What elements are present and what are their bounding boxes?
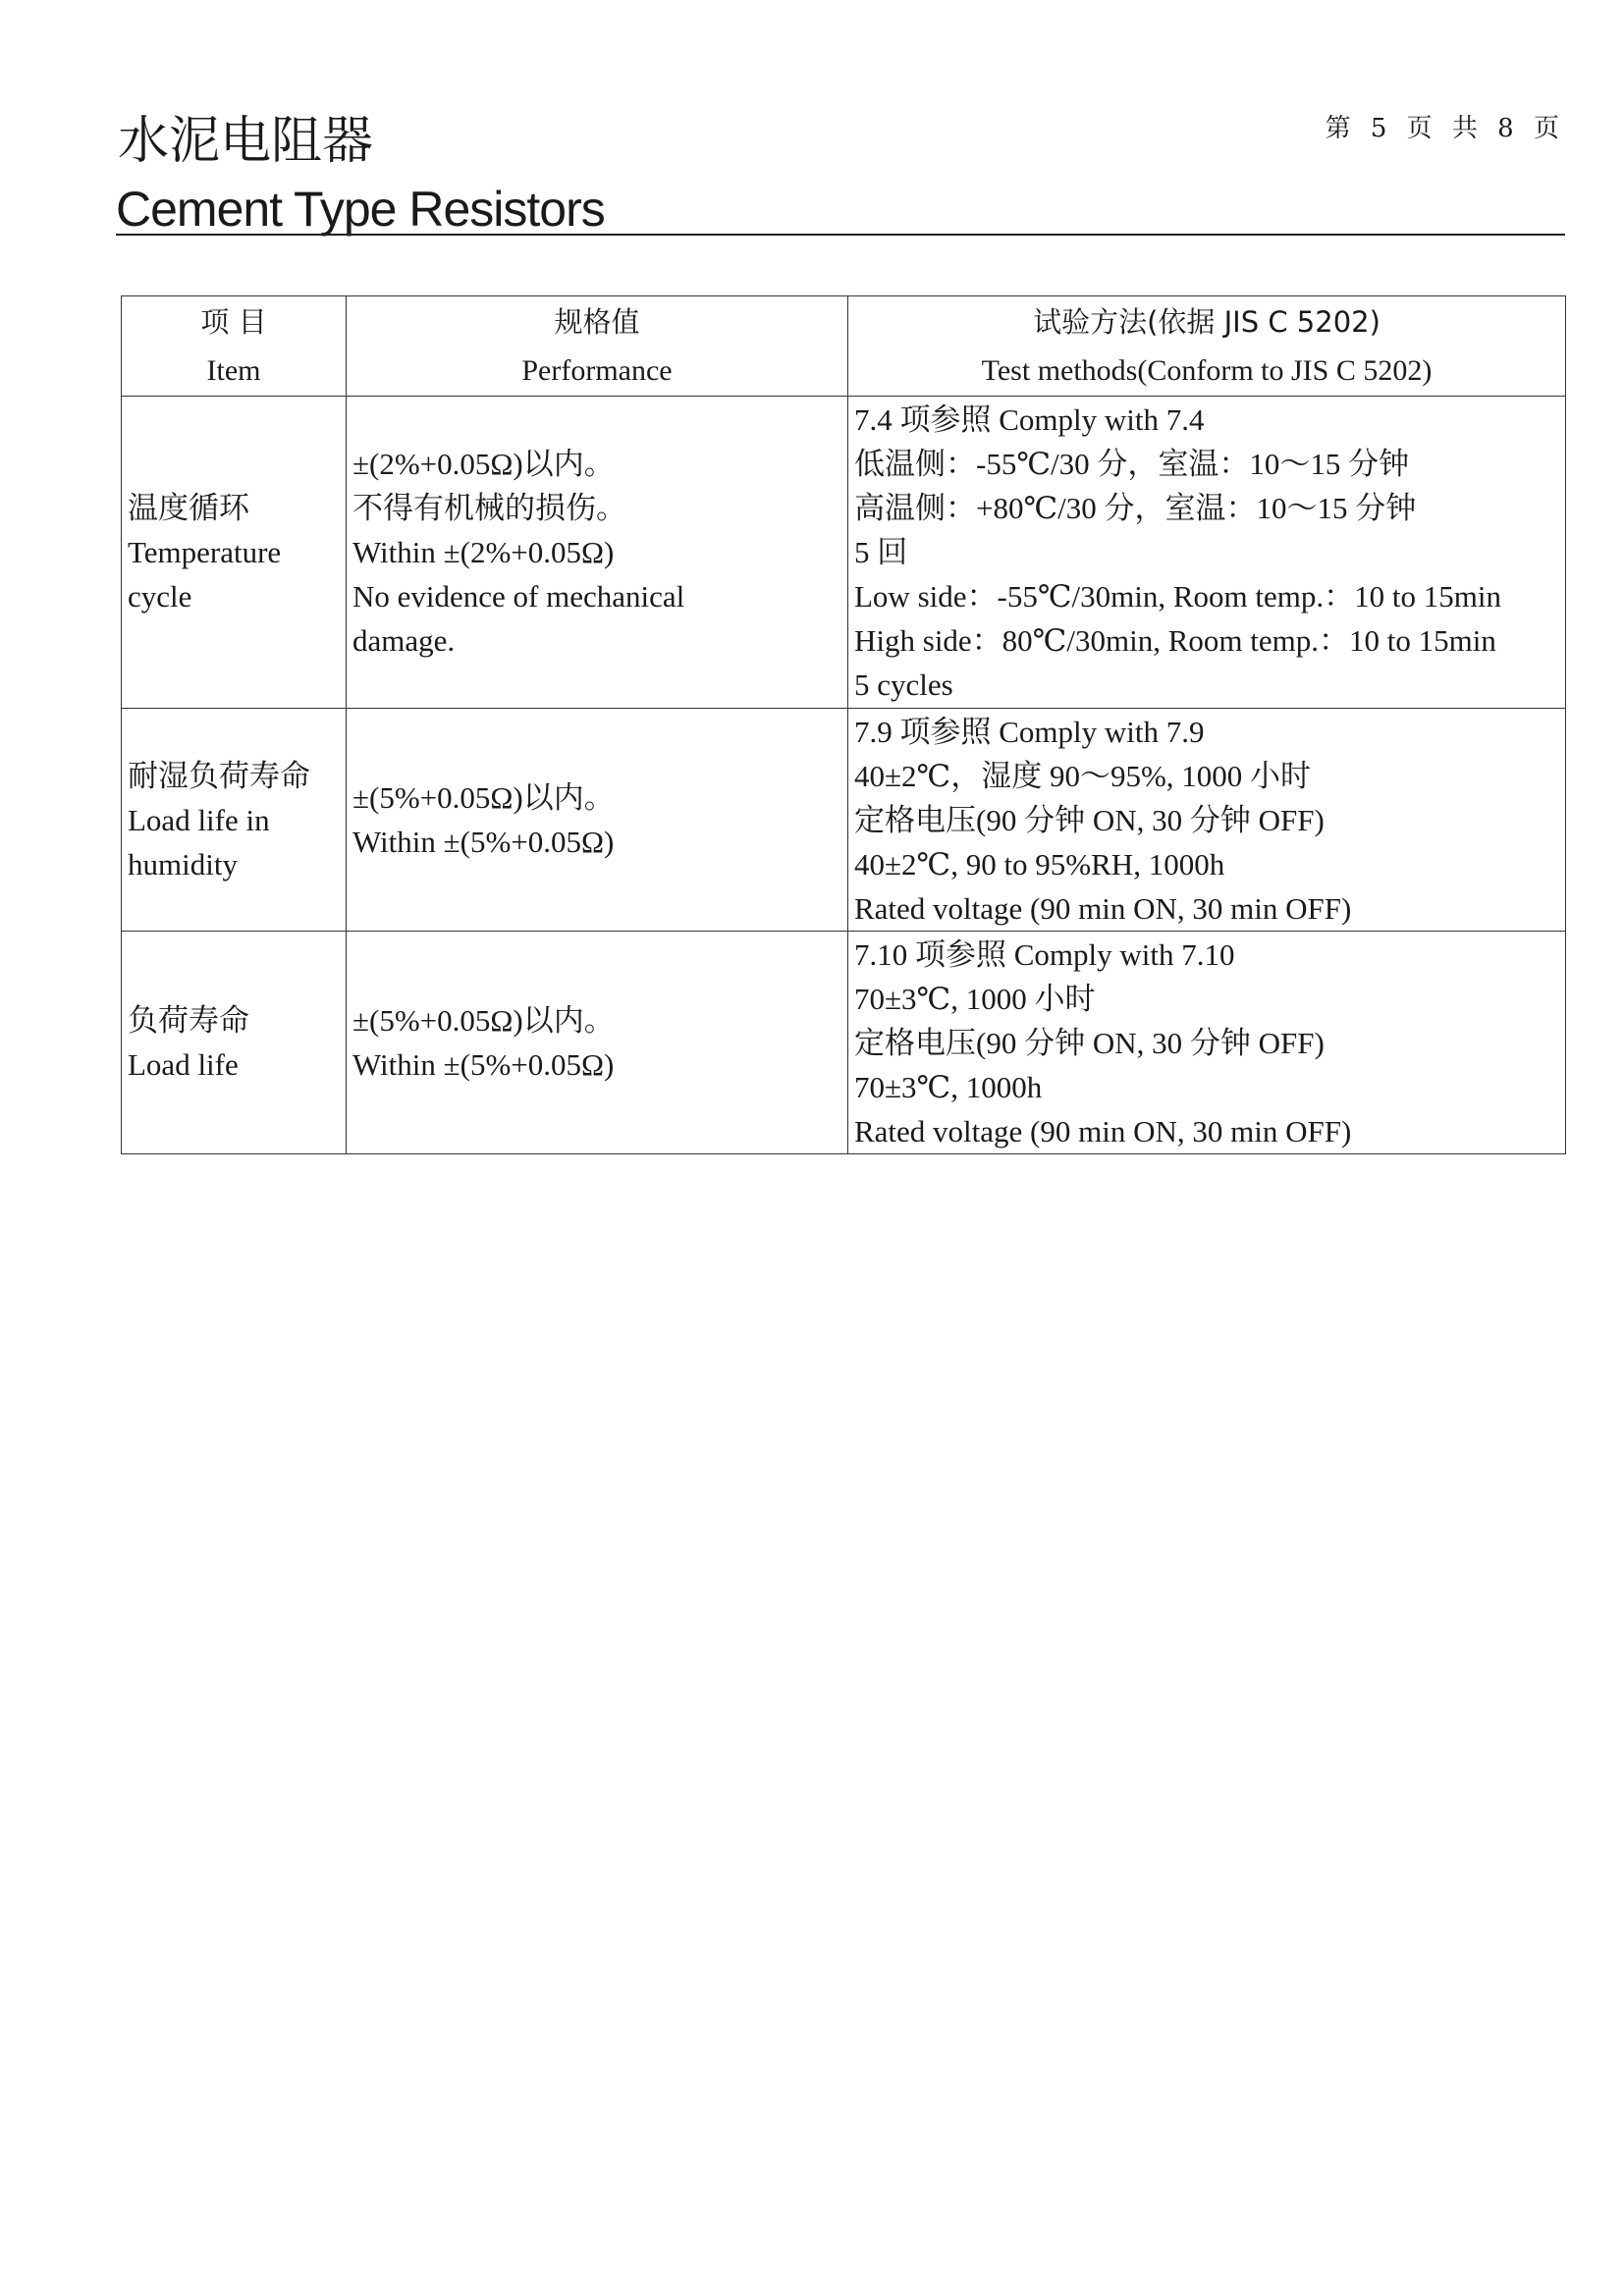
cell-method — [848, 709, 1566, 932]
method-line: 7.10 项参照 Comply with 7.10 — [854, 936, 1235, 972]
method-line: 5 cycles — [854, 667, 953, 702]
document-title-chinese: 水泥电阻器 — [118, 112, 374, 171]
method-line: 定格电压(90 分钟 ON, 30 分钟 OFF) — [854, 802, 1325, 837]
title-underline — [116, 234, 1565, 236]
performance-line: 不得有机械的损伤。 — [352, 491, 626, 525]
cell-item — [122, 709, 347, 932]
specification-table — [121, 295, 1566, 1154]
header-performance-cn: 规格值 — [554, 304, 640, 339]
method-line: 40±2℃，湿度 90～95%, 1000 小时 — [854, 758, 1312, 793]
method-line: 高温侧：+80℃/30 分，室温：10～15 分钟 — [854, 491, 1417, 525]
item-line: Temperature — [128, 535, 282, 569]
item-line: Load life in — [128, 802, 270, 837]
item-line: Load life — [128, 1047, 239, 1082]
table-row — [122, 709, 1566, 932]
method-line: 70±3℃, 1000h — [854, 1069, 1043, 1104]
item-line: 负荷寿命 — [128, 1003, 249, 1038]
header-performance — [347, 296, 848, 397]
performance-line: Within ±(2%+0.05Ω) — [352, 535, 615, 569]
performance-line: No evidence of mechanical — [352, 579, 685, 614]
header-item — [122, 296, 347, 397]
item-line: cycle — [128, 579, 192, 614]
cell-method — [848, 932, 1566, 1154]
cell-item — [122, 932, 347, 1154]
item-line: 温度循环 — [128, 491, 249, 525]
table-row — [122, 932, 1566, 1154]
performance-line: Within ±(5%+0.05Ω) — [352, 1047, 615, 1082]
method-line: 7.9 项参照 Comply with 7.9 — [854, 714, 1205, 749]
performance-line: damage. — [352, 623, 456, 658]
header-test-methods — [848, 296, 1566, 397]
item-line: humidity — [128, 846, 238, 881]
table-header-row — [122, 296, 1566, 397]
item-line: 耐湿负荷寿命 — [128, 758, 310, 793]
document-title-english: Cement Type Resistors — [116, 182, 605, 237]
method-line: 定格电压(90 分钟 ON, 30 分钟 OFF) — [854, 1025, 1325, 1060]
method-line: Low side：-55℃/30min, Room temp.：10 to 15min — [854, 579, 1501, 614]
method-line: 7.4 项参照 Comply with 7.4 — [854, 402, 1205, 437]
header-item-en: Item — [206, 353, 261, 387]
cell-method — [848, 397, 1566, 709]
cell-performance — [347, 709, 848, 932]
header-test-methods-en: Test methods(Conform to JIS C 5202) — [981, 353, 1433, 387]
cell-item — [122, 397, 347, 709]
performance-line: Within ±(5%+0.05Ω) — [352, 825, 615, 859]
method-line: High side：80℃/30min, Room temp.：10 to 15min — [854, 623, 1496, 658]
method-line: 5 回 — [854, 535, 908, 569]
method-line: 40±2℃, 90 to 95%RH, 1000h — [854, 846, 1225, 881]
header-item-cn: 项 目 — [200, 304, 267, 339]
method-line: 70±3℃, 1000 小时 — [854, 981, 1096, 1016]
performance-line: ±(5%+0.05Ω)以内。 — [352, 1003, 615, 1038]
method-line: Rated voltage (90 min ON, 30 min OFF) — [854, 1113, 1352, 1148]
method-line: 低温侧：-55℃/30 分，室温：10～15 分钟 — [854, 447, 1410, 481]
performance-line: ±(2%+0.05Ω)以内。 — [352, 447, 615, 481]
cell-performance — [347, 932, 848, 1154]
method-line: Rated voltage (90 min ON, 30 min OFF) — [854, 890, 1352, 926]
header-test-methods-cn: 试验方法(依据 JIS C 5202) — [1033, 304, 1380, 339]
performance-line: ±(5%+0.05Ω)以内。 — [352, 780, 615, 815]
table-row — [122, 397, 1566, 709]
page-indicator: 第 5 页 共 8 页 — [1325, 114, 1565, 143]
cell-performance — [347, 397, 848, 709]
header-performance-en: Performance — [521, 353, 673, 387]
